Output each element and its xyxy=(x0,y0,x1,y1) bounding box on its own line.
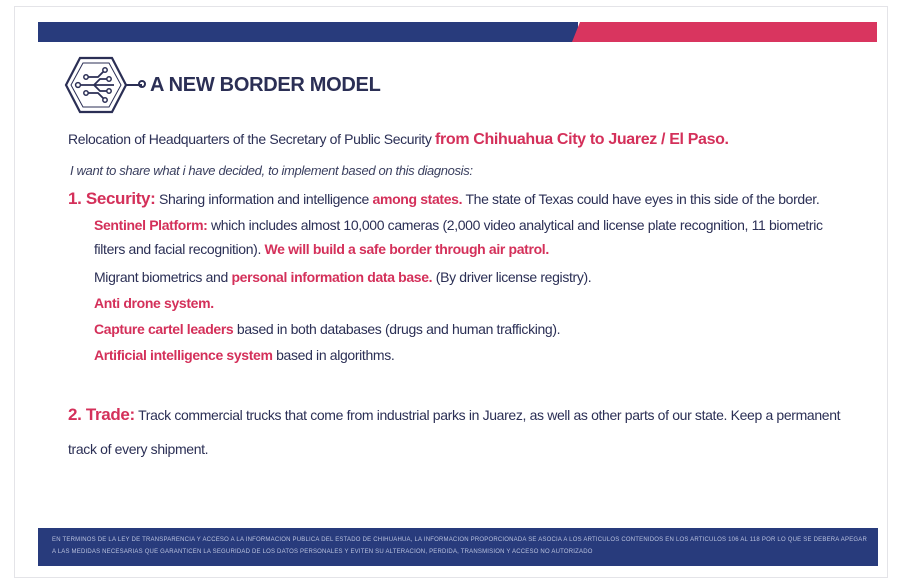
intro-highlight: from Chihuahua City to Juarez / El Paso. xyxy=(435,131,729,148)
item-text-b: (By driver license registry). xyxy=(435,269,592,285)
footer-bar xyxy=(38,528,878,566)
item-highlight: We will build a safe border through air patrol. xyxy=(264,241,549,257)
list-item xyxy=(94,346,394,364)
trade-label: 2. Trade: xyxy=(68,405,135,424)
item-text: filters and facial recognition). xyxy=(94,241,261,257)
item-highlight: Capture cartel leaders xyxy=(94,321,234,337)
list-item xyxy=(94,268,591,286)
item-text: based in both databases (drugs and human trafficking). xyxy=(236,321,561,337)
item-text: based in algorithms. xyxy=(276,347,395,363)
security-text-b: The state of Texas could have eyes in this side of the border. xyxy=(465,191,820,207)
item-highlight: personal information data base. xyxy=(231,269,433,285)
security-label: 1. Security: xyxy=(68,189,156,208)
item-highlight: Sentinel Platform: xyxy=(94,217,208,233)
intro-line xyxy=(68,130,729,149)
list-item xyxy=(94,320,560,338)
list-item xyxy=(94,294,214,312)
item-text: which includes almost 10,000 cameras (2,000 video analytical and license plate recognition, 11 biometric xyxy=(211,217,823,233)
subtitle: I want to share what i have decided, to implement based on this diagnosis: xyxy=(70,163,473,178)
logo-connector-dot xyxy=(138,80,146,88)
list-item xyxy=(94,216,823,234)
page-title: A NEW BORDER MODEL xyxy=(150,74,381,96)
list-item xyxy=(94,240,549,258)
item-highlight: Anti drone system. xyxy=(94,295,214,311)
security-line xyxy=(68,190,819,208)
legal-notice: EN TERMINOS DE LA LEY DE TRANSPARENCIA Y ACCESO A LA INFORMACION PUBLICA DEL ESTADO DE CHIHUAHUA, LA INFORMACION PROPORCIONADA SE ASOCIA A LOS ARTICULOS CONTENIDOS EN LOS ARTICULOS 106 AL 118 POR LO QUE SE DEBERA APEGAR A LAS MEDIDAS NECESARIAS QUE GARANTICEN LA SEGURIDAD DE LOS DATOS PERSONALES Y EVITEN SU ALTERACION, PERDIDA, TRANSMISION Y ACCESO NO AUTORIZADO xyxy=(52,537,867,555)
circuit-hexagon-icon xyxy=(64,56,128,114)
item-highlight: Artificial intelligence system xyxy=(94,347,273,363)
trade-line-2: track of every shipment. xyxy=(68,441,209,457)
header-bar-blue xyxy=(38,22,578,42)
security-highlight-a: among states. xyxy=(372,191,463,207)
header-bar-red xyxy=(572,22,877,42)
item-text: Migrant biometrics and xyxy=(94,269,228,285)
security-text-a: Sharing information and intelligence xyxy=(159,191,369,207)
page-border xyxy=(14,6,888,578)
trade-line xyxy=(68,406,840,424)
trade-text: Track commercial trucks that come from industrial parks in Juarez, as well as other parts of our state. Keep a permanent xyxy=(138,407,841,423)
intro-text: Relocation of Headquarters of the Secretary of Public Security xyxy=(68,131,432,147)
